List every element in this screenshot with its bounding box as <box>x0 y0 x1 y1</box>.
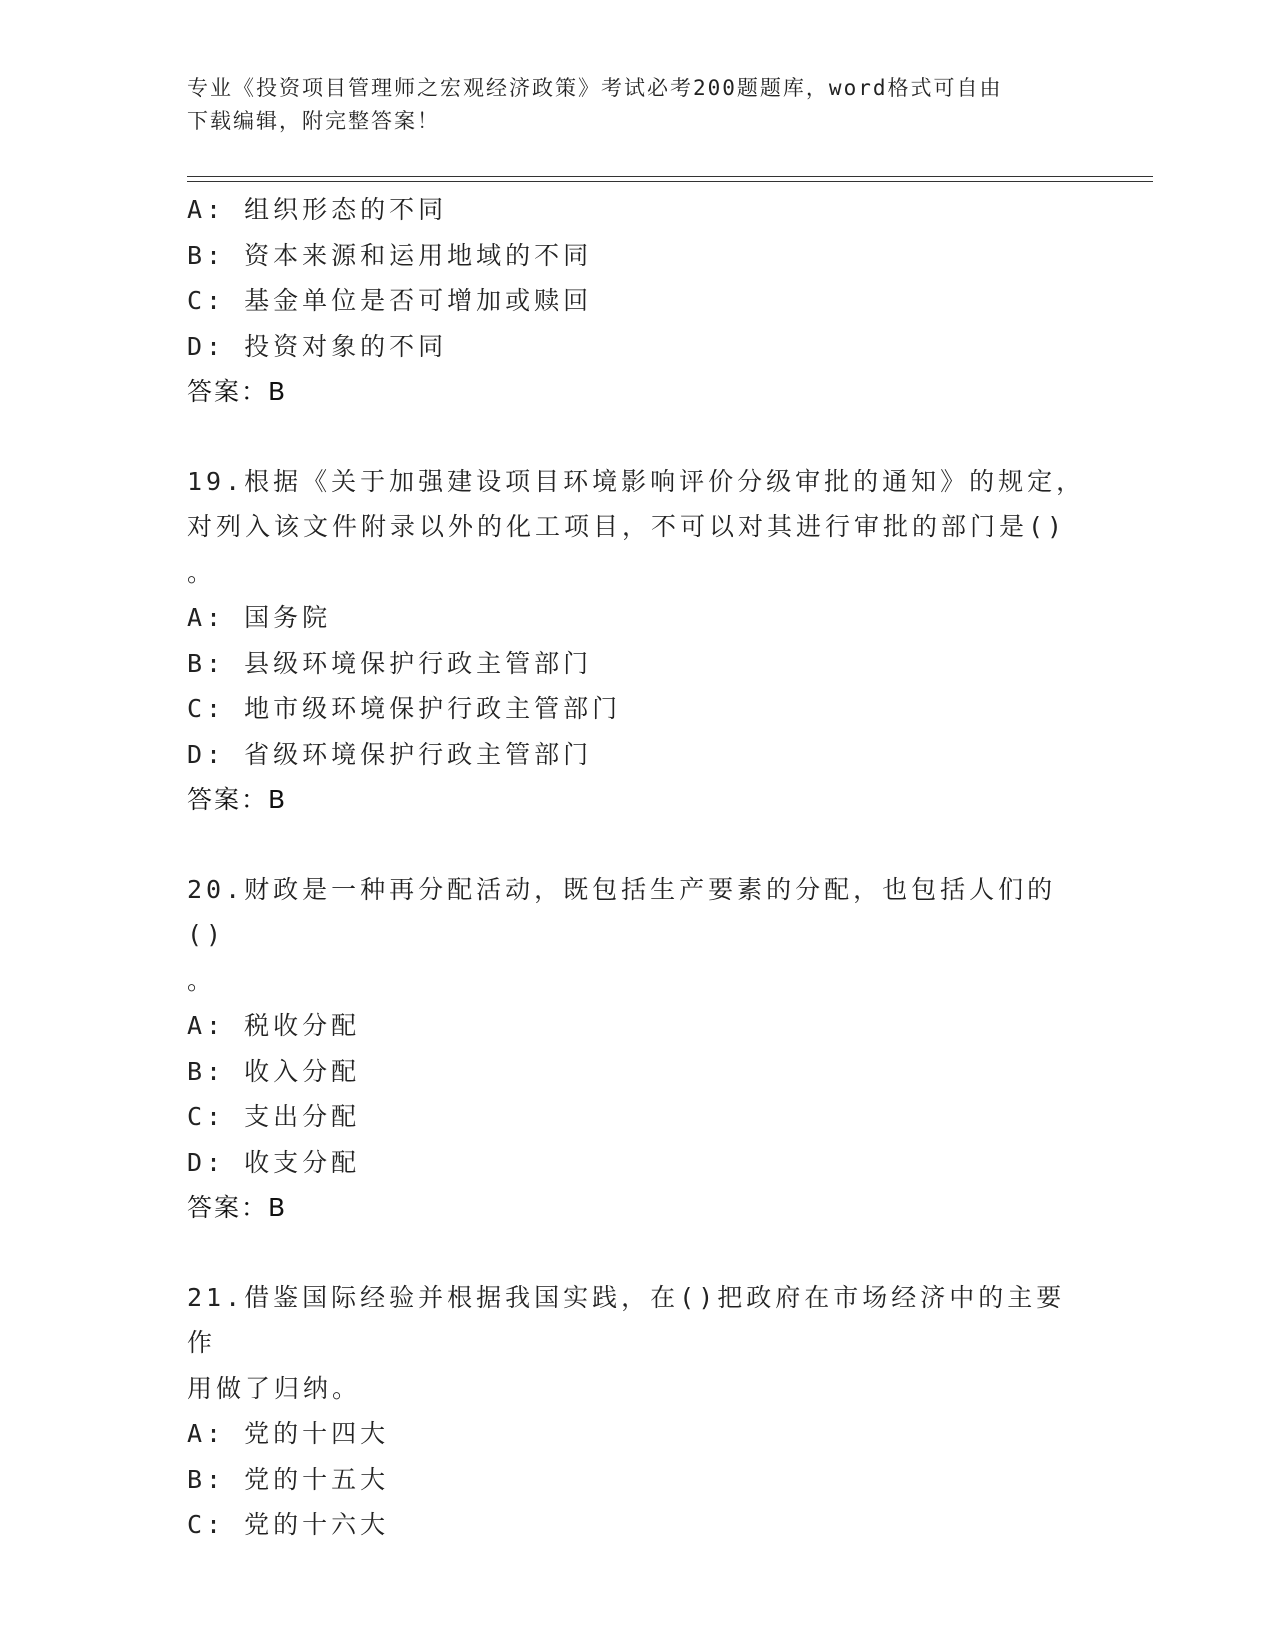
question-stem-line: 。 <box>187 965 213 995</box>
header-divider-top <box>187 176 1153 177</box>
option-c: C: 党的十六大 <box>187 1510 390 1539</box>
option-b: B: 县级环境保护行政主管部门 <box>187 648 593 678</box>
answer-label: 答案：B <box>187 377 288 406</box>
question-list <box>187 187 1087 1548</box>
option-a: A: 税收分配 <box>187 1011 361 1040</box>
question-21 <box>187 1275 1087 1548</box>
question-stem-line: 。 <box>187 557 213 587</box>
question-stem-line: 用做了归纳。 <box>187 1373 362 1403</box>
option-b: B: 党的十五大 <box>187 1464 390 1494</box>
option-a: A: 国务院 <box>187 603 332 632</box>
answer-label: 答案：B <box>187 785 288 814</box>
question-stem-line: 20.财政是一种再分配活动，既包括生产要素的分配，也包括人们的() <box>187 874 1057 949</box>
answer-label: 答案：B <box>187 1193 288 1222</box>
question-spacer <box>187 415 1087 459</box>
header-line-2: 下载编辑，附完整答案！ <box>187 109 440 133</box>
question-spacer <box>187 1231 1087 1275</box>
question-18 <box>187 187 1087 415</box>
option-c: C: 基金单位是否可增加或赎回 <box>187 286 593 315</box>
question-stem-line: 21.借鉴国际经验并根据我国实践，在()把政府在市场经济中的主要作 <box>187 1282 1066 1357</box>
option-a: A: 党的十四大 <box>187 1419 390 1448</box>
option-b: B: 收入分配 <box>187 1056 361 1086</box>
option-a: A: 组织形态的不同 <box>187 195 448 224</box>
option-d: D: 收支分配 <box>187 1147 361 1177</box>
option-c: C: 地市级环境保护行政主管部门 <box>187 694 622 723</box>
question-stem-line: 对列入该文件附录以外的化工项目，不可以对其进行审批的部门是() <box>187 512 1067 541</box>
option-d: D: 投资对象的不同 <box>187 331 448 361</box>
option-c: C: 支出分配 <box>187 1102 361 1131</box>
document-header <box>187 72 1067 138</box>
header-divider-bottom <box>187 181 1153 182</box>
header-line-1: 专业《投资项目管理师之宏观经济政策》考试必考200题题库，word格式可自由 <box>187 76 1003 100</box>
question-spacer <box>187 823 1087 867</box>
option-b: B: 资本来源和运用地域的不同 <box>187 240 593 270</box>
option-d: D: 省级环境保护行政主管部门 <box>187 739 593 769</box>
question-20 <box>187 867 1087 1231</box>
question-19 <box>187 459 1087 823</box>
question-stem-line: 19.根据《关于加强建设项目环境影响评价分级审批的通知》的规定， <box>187 466 1086 496</box>
